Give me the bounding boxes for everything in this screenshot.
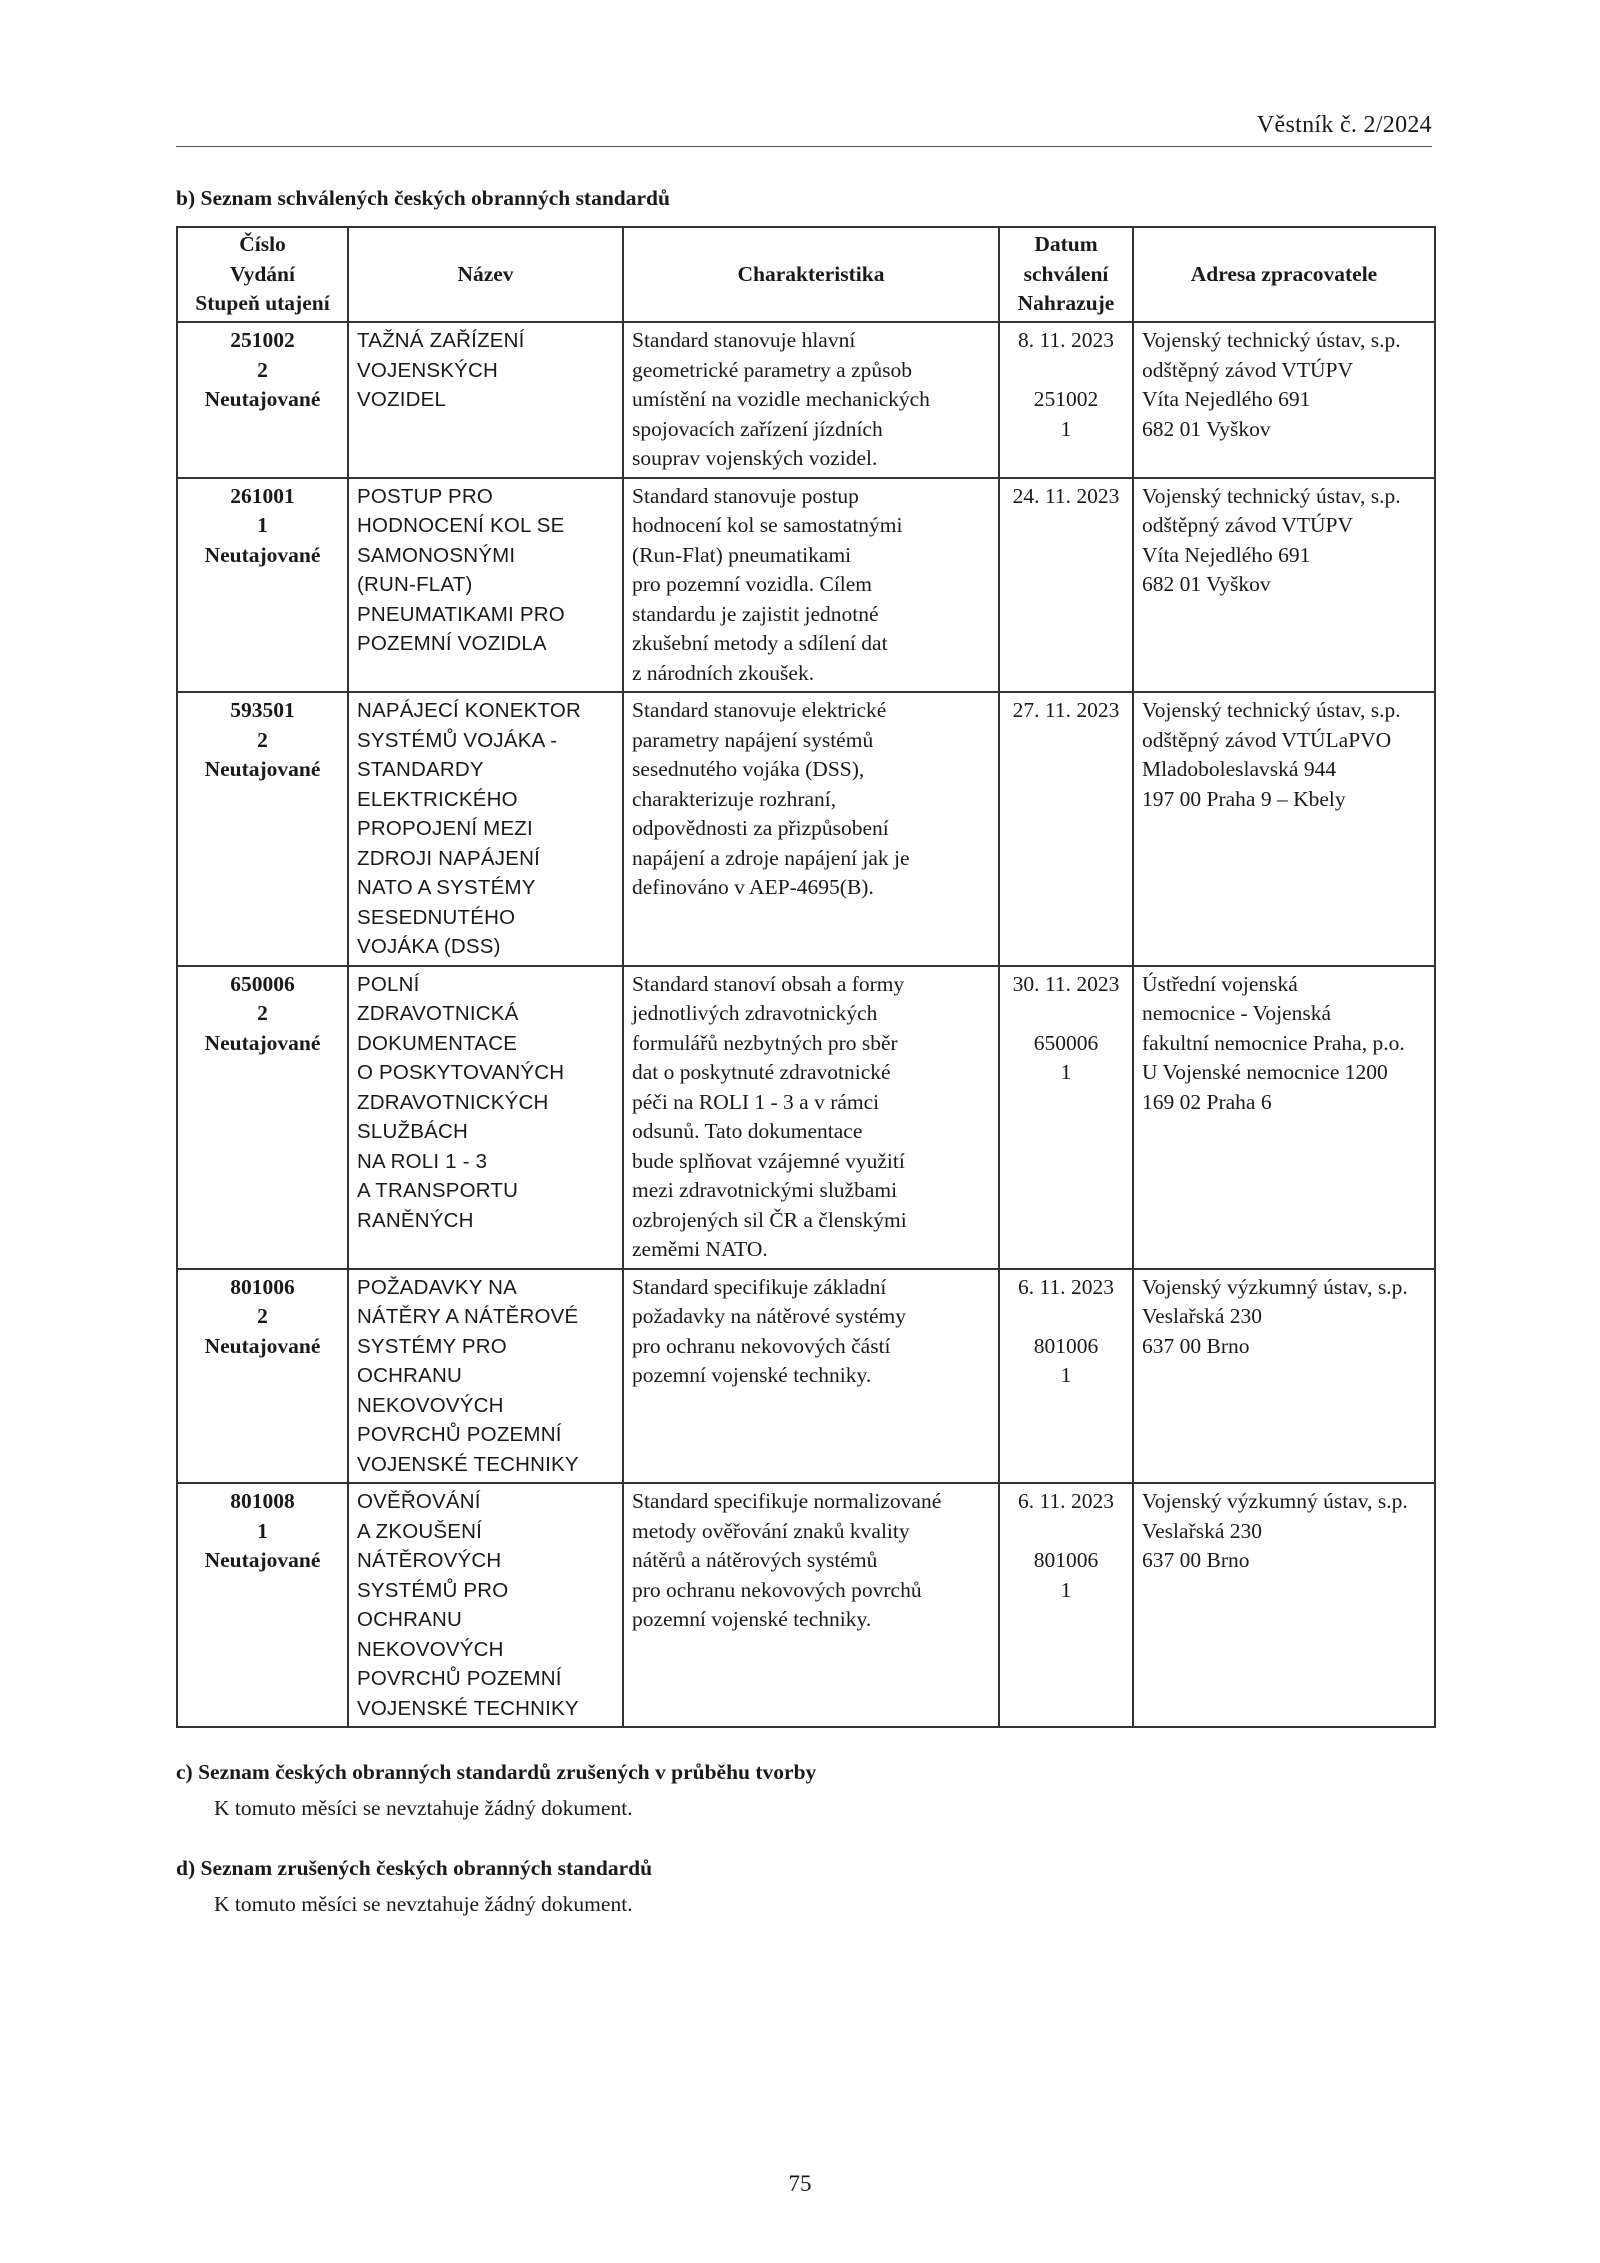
standard-name-line: ELEKTRICKÉHO [357,787,518,811]
standard-description-line: definováno v AEP-4695(B). [632,875,874,899]
approval-date-cell [999,478,1133,693]
address-line: Vojenský technický ústav, s.p. [1142,328,1401,352]
standard-id-cell [177,478,348,693]
standard-description-line: (Run-Flat) pneumatikami [632,542,852,567]
standard-description-line: Standard stanoví obsah a formy [632,971,905,996]
standard-name-line: O POSKYTOVANÝCH [357,1061,565,1084]
standard-name-line: TAŽNÁ ZAŘÍZENÍ [357,329,525,352]
standard-id-cell [177,322,348,478]
address-line: Veslařská 230 [1142,1304,1263,1328]
standard-name-line: POVRCHŮ POZEMNÍ [357,1667,562,1690]
approval-date-cell [999,1483,1133,1727]
standard-name-line: STANDARDY [357,758,484,781]
processor-address-cell [1133,1483,1435,1727]
standard-name-line: POŽADAVKY NA [357,1275,517,1299]
standard-name-line: OVĚŘOVÁNÍ [357,1490,481,1513]
header-name [348,227,623,322]
standard-name-line: VOJENSKÝCH [357,358,498,382]
header-number [177,227,348,322]
journal-issue: Věstník č. 2/2024 [1256,112,1432,138]
standard-name-line: POZEMNÍ VOZIDLA [357,632,547,655]
standard-description-line: Standard stanovuje hlavní [632,328,856,352]
page-number: 75 [788,2171,812,2196]
address-line: 637 00 Brno [1142,1548,1250,1572]
standard-classification: Neutajované [204,542,321,567]
header-line: Název [457,261,514,286]
address-line: Víta Nejedlého 691 [1142,387,1311,411]
header-line: Stupeň utajení [195,291,330,316]
standard-description-cell [623,322,999,478]
header-description [623,227,999,322]
standard-name-line: ZDRAVOTNICKÝCH [357,1090,549,1114]
standard-classification: Neutajované [204,1333,321,1358]
standard-name-line: OCHRANU [357,1608,463,1631]
standard-name-line: NÁTĚRY A NÁTĚROVÉ [357,1305,579,1328]
replaces-edition: 1 [1060,416,1072,441]
standard-description-line: bude splňovat vzájemné využití [632,1148,905,1173]
section-b-title: b) Seznam schválených českých obranných standardů [176,186,670,210]
standard-description-line: z národních zkoušek. [632,660,815,685]
standard-name-line: DOKUMENTACE [357,1031,518,1055]
standard-name-cell [348,322,623,478]
standard-description-line: Standard stanovuje elektrické [632,698,887,722]
standard-name-line: SESEDNUTÉHO [357,905,516,929]
standard-description-line: spojovacích zařízení jízdních [632,416,883,441]
page-header [176,112,1432,147]
standard-name-line: POVRCHŮ POZEMNÍ [357,1423,562,1446]
standard-name-line: NAPÁJECÍ KONEKTOR [357,699,582,722]
replaces-number: 251002 [1033,387,1099,411]
standard-description-cell [623,478,999,693]
standard-name-line: POLNÍ [357,972,420,996]
header-address [1133,227,1435,322]
approval-date-cell [999,322,1133,478]
standard-description-line: formulářů nezbytných pro sběr [632,1030,898,1055]
replaces-number: 801006 [1033,1548,1099,1572]
standard-description-line: umístění na vozidle mechanických [632,387,930,411]
replaces-number: 801006 [1033,1333,1099,1358]
processor-address-cell [1133,478,1435,693]
standard-name-line: SYSTÉMŮ VOJÁKA - [357,728,558,752]
standard-name-line: NATO A SYSTÉMY [357,876,536,899]
standard-description-line: souprav vojenských vozidel. [632,446,878,470]
address-line: odštěpný závod VTÚLaPVO [1142,727,1392,752]
header-line: schválení [1023,261,1109,286]
standard-description-line: hodnocení kol se samostatnými [632,513,903,537]
address-line: Veslařská 230 [1142,1518,1263,1543]
address-line: Vojenský technický ústav, s.p. [1142,698,1401,722]
header-line: Nahrazuje [1017,291,1115,316]
standard-description-line: odsunů. Tato dokumentace [632,1119,863,1143]
standard-number: 801008 [230,1489,295,1513]
approval-date: 8. 11. 2023 [1018,328,1114,352]
standard-description-line: sesednutého vojáka (DSS), [632,757,865,781]
standard-id-cell [177,692,348,966]
header-line: Adresa zpracovatele [1190,261,1378,286]
approval-date-cell [999,966,1133,1269]
standard-description-line: požadavky na nátěrové systémy [632,1304,907,1328]
standard-description-line: Standard specifikuje základní [632,1274,887,1299]
table-row [177,966,1435,1269]
standard-description-line: charakterizuje rozhraní, [632,786,837,811]
standard-number: 650006 [230,971,295,996]
standard-id-cell [177,1269,348,1484]
address-line: 637 00 Brno [1142,1333,1250,1358]
standard-name-cell [348,478,623,693]
standard-description-line: pro ochranu nekovových částí [632,1333,891,1358]
standard-edition: 2 [257,357,268,382]
standard-edition: 1 [257,1518,268,1543]
standard-name-cell [348,1483,623,1727]
address-line: Vojenský výzkumný ústav, s.p. [1142,1274,1408,1299]
standard-description-cell [623,692,999,966]
table-body [177,322,1435,1727]
standard-description-line: dat o poskytnuté zdravotnické [632,1060,891,1084]
standard-description-line: metody ověřování znaků kvality [632,1518,910,1543]
address-line: 169 02 Praha 6 [1142,1089,1272,1114]
approval-date-cell [999,692,1133,966]
standard-edition: 2 [257,1001,268,1025]
standard-number: 261001 [230,483,295,508]
processor-address-cell [1133,692,1435,966]
standard-description-line: napájení a zdroje napájení jak je [632,845,910,870]
approval-date: 24. 11. 2023 [1012,483,1120,508]
standard-classification: Neutajované [204,1548,321,1572]
standard-number: 251002 [230,328,295,352]
standard-name-line: VOJENSKÉ TECHNIKY [357,1696,579,1720]
standard-description-line: Standard specifikuje normalizované [632,1489,942,1513]
approval-date: 27. 11. 2023 [1012,698,1120,722]
standard-description-line: pro ochranu nekovových povrchů [632,1577,922,1602]
standard-description-line: mezi zdravotnickými službami [632,1178,898,1202]
address-line: Mladoboleslavská 944 [1142,757,1337,781]
table-row [177,1269,1435,1484]
standards-table [176,226,1436,1728]
replaces-number: 650006 [1033,1030,1099,1055]
replaces-edition: 1 [1060,1363,1072,1387]
standard-edition: 2 [257,727,268,752]
address-line: Vojenský technický ústav, s.p. [1142,483,1401,508]
standard-name-line: (RUN-FLAT) [357,573,473,596]
standard-name-line: SLUŽBÁCH [357,1120,468,1143]
standard-description-cell [623,966,999,1269]
replaces-edition: 1 [1060,1577,1072,1602]
processor-address-cell [1133,966,1435,1269]
address-line: fakultní nemocnice Praha, p.o. [1142,1030,1405,1055]
address-line: Vojenský výzkumný ústav, s.p. [1142,1489,1408,1513]
address-line: Ústřední vojenská [1142,971,1298,996]
standard-name-line: NEKOVOVÝCH [357,1393,504,1417]
approval-date-cell [999,1269,1133,1484]
standard-description-line: jednotlivých zdravotnických [632,1001,878,1025]
approval-date: 30. 11. 2023 [1012,971,1120,996]
header-line: Vydání [230,261,295,286]
standard-description-line: péči na ROLI 1 - 3 a v rámci [632,1089,880,1114]
header-line: Datum [1034,232,1098,257]
address-line: U Vojenské nemocnice 1200 [1142,1060,1388,1084]
standard-description-line: zkušební metody a sdílení dat [632,631,888,655]
header-line: Charakteristika [737,261,885,286]
replaces-edition: 1 [1060,1060,1072,1084]
standard-description-line: standardu je zajistit jednotné [632,601,879,626]
standard-edition: 2 [257,1304,268,1328]
standard-description-line: zeměmi NATO. [632,1237,768,1261]
approval-date: 6. 11. 2023 [1018,1274,1114,1299]
standard-id-cell [177,966,348,1269]
standard-name-line: ZDROJI NAPÁJENÍ [357,846,540,870]
standard-edition: 1 [257,513,268,537]
address-line: 682 01 Vyškov [1142,416,1271,441]
standard-description-line: Standard stanovuje postup [632,483,859,508]
standard-classification: Neutajované [204,387,321,411]
standard-name-line: NÁTĚROVÝCH [357,1549,502,1572]
standard-name-line: POSTUP PRO [357,484,494,508]
standard-description-cell [623,1269,999,1484]
standard-description-cell [623,1483,999,1727]
standard-name-line: A ZKOUŠENÍ [357,1519,483,1543]
standard-name-line: NEKOVOVÝCH [357,1637,504,1661]
standard-name-line: OCHRANU [357,1364,463,1387]
address-line: nemocnice - Vojenská [1142,1001,1332,1025]
standard-description-line: pozemní vojenské techniky. [632,1363,872,1387]
address-line: odštěpný závod VTÚPV [1142,357,1354,382]
standard-name-line: ZDRAVOTNICKÁ [357,1002,519,1025]
standard-name-line: A TRANSPORTU [357,1179,519,1202]
standard-name-cell [348,692,623,966]
standard-description-line: parametry napájení systémů [632,727,874,752]
processor-address-cell [1133,1269,1435,1484]
standard-name-line: VOJENSKÉ TECHNIKY [357,1452,579,1476]
processor-address-cell [1133,322,1435,478]
standard-name-line: NA ROLI 1 - 3 [357,1149,488,1173]
table-row [177,692,1435,966]
standard-classification: Neutajované [204,757,321,781]
standard-description-line: pro pozemní vozidla. Cílem [632,572,873,596]
standard-name-line: VOJÁKA (DSS) [357,935,501,958]
standard-number: 593501 [230,698,295,722]
table-row [177,322,1435,478]
standard-name-line: RANĚNÝCH [357,1208,474,1232]
address-line: 197 00 Praha 9 – Kbely [1142,786,1346,811]
standard-description-line: nátěrů a nátěrových systémů [632,1548,878,1572]
standard-classification: Neutajované [204,1030,321,1055]
header-line: Číslo [239,232,286,257]
header-date [999,227,1133,322]
standard-name-line: PNEUMATIKAMI PRO [357,602,565,626]
section-c-title: c) Seznam českých obranných standardů zrušených v průběhu tvorby [176,1760,817,1784]
standard-description-line: odpovědnosti za přizpůsobení [632,816,889,840]
address-line: Víta Nejedlého 691 [1142,542,1311,567]
standard-name-cell [348,1269,623,1484]
standard-name-line: SYSTÉMY PRO [357,1334,507,1358]
standard-name-cell [348,966,623,1269]
standard-description-line: pozemní vojenské techniky. [632,1607,872,1631]
standard-name-line: PROPOJENÍ MEZI [357,817,533,840]
standard-name-line: SAMONOSNÝMI [357,543,516,567]
address-line: odštěpný závod VTÚPV [1142,513,1354,537]
standard-id-cell [177,1483,348,1727]
section-d-note: K tomuto měsíci se nevztahuje žádný dokument. [214,1892,633,1916]
table-row [177,478,1435,693]
standard-description-line: geometrické parametry a způsob [632,357,912,382]
standard-description-line: ozbrojených sil ČR a členskými [632,1207,907,1232]
address-line: 682 01 Vyškov [1142,572,1271,596]
approval-date: 6. 11. 2023 [1018,1489,1114,1513]
standard-number: 801006 [230,1274,295,1299]
table-row [177,1483,1435,1727]
standard-name-line: VOZIDEL [357,388,447,411]
standard-name-line: HODNOCENÍ KOL SE [357,514,565,537]
table-header-row [177,227,1435,322]
standard-name-line: SYSTÉMŮ PRO [357,1578,509,1602]
section-d-title: d) Seznam zrušených českých obranných standardů [176,1856,653,1880]
section-c-note: K tomuto měsíci se nevztahuje žádný dokument. [214,1796,633,1820]
